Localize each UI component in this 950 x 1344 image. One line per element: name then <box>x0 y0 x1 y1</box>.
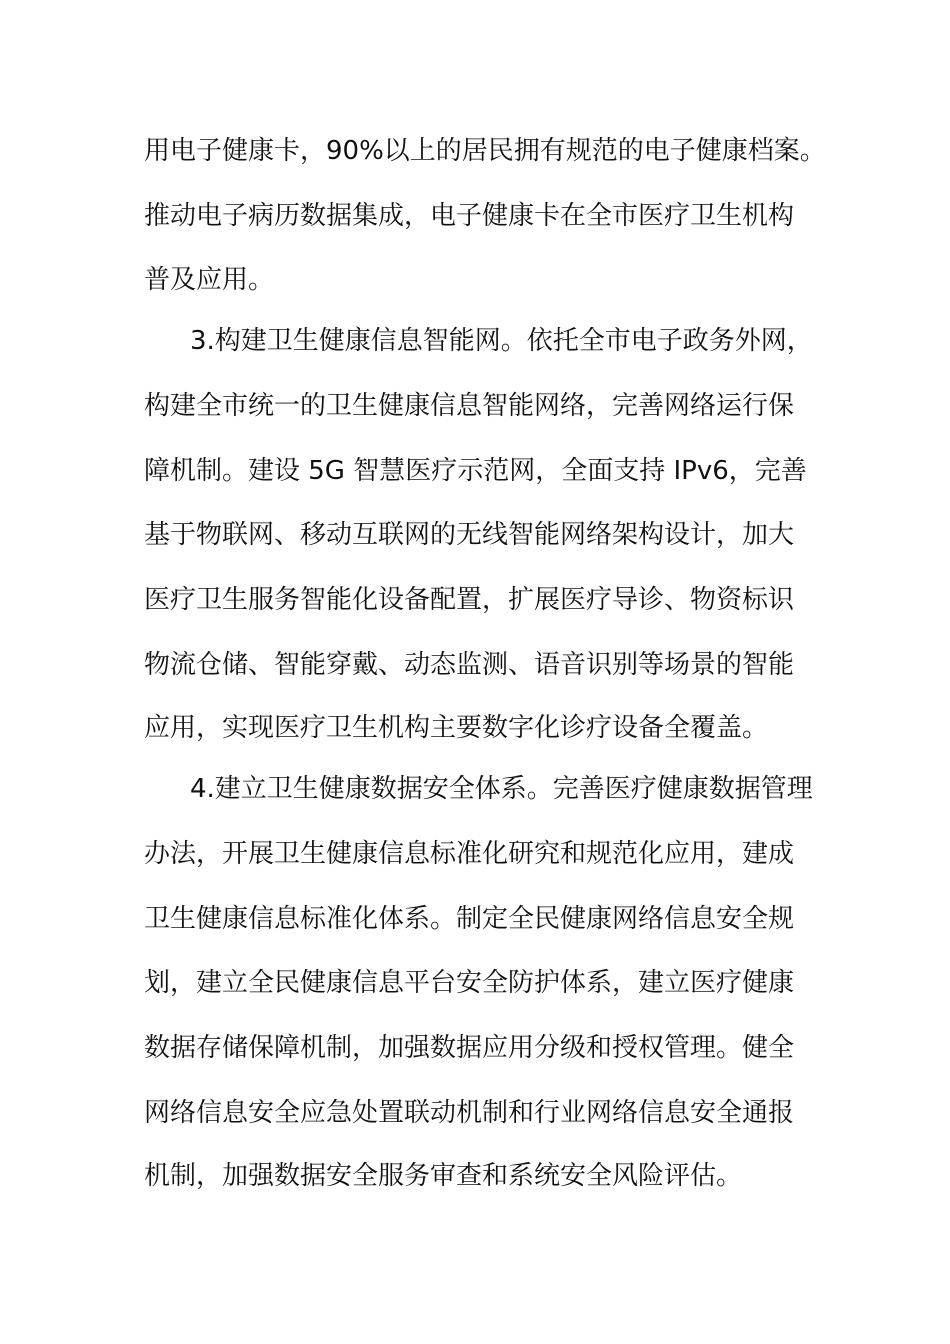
text-line: 数据存储保障机制，加强数据应用分级和授权管理。健全 <box>144 1033 795 1063</box>
text-line: 基于物联网、移动互联网的无线智能网络架构设计，加大 <box>144 520 795 550</box>
text-line: 推动电子病历数据集成，电子健康卡在全市医疗卫生机构 <box>144 201 795 231</box>
text-line: 划，建立全民健康信息平台安全防护体系，建立医疗健康 <box>144 968 795 998</box>
text-line: 网络信息安全应急处置联动机制和行业网络信息安全通报 <box>144 1098 795 1128</box>
text-line: 普及应用。 <box>144 265 275 295</box>
text-line: 物流仓储、智能穿戴、动态监测、语音识别等场景的智能 <box>144 650 795 680</box>
text-line: 应用，实现医疗卫生机构主要数字化诊疗设备全覆盖。 <box>144 713 769 743</box>
text-line: 卫生健康信息标准化体系。制定全民健康网络信息安全规 <box>144 904 795 934</box>
text-line: 用电子健康卡，90%以上的居民拥有规范的电子健康档案。 <box>144 136 826 166</box>
text-line: 障机制。建设 5G 智慧医疗示范网，全面支持 IPv6，完善 <box>144 456 807 486</box>
text-line: 医疗卫生服务智能化设备配置，扩展医疗导诊、物资标识 <box>144 585 795 615</box>
text-line: 办法，开展卫生健康信息标准化研究和规范化应用，建成 <box>144 839 795 869</box>
text-line: 构建全市统一的卫生健康信息智能网络，完善网络运行保 <box>144 391 795 421</box>
paragraph-heading-line: 3.构建卫生健康信息智能网。依托全市电子政务外网， <box>190 326 813 356</box>
text-line: 机制，加强数据安全服务审查和系统安全风险评估。 <box>144 1161 743 1191</box>
paragraph-heading-line: 4.建立卫生健康数据安全体系。完善医疗健康数据管理 <box>190 774 813 804</box>
